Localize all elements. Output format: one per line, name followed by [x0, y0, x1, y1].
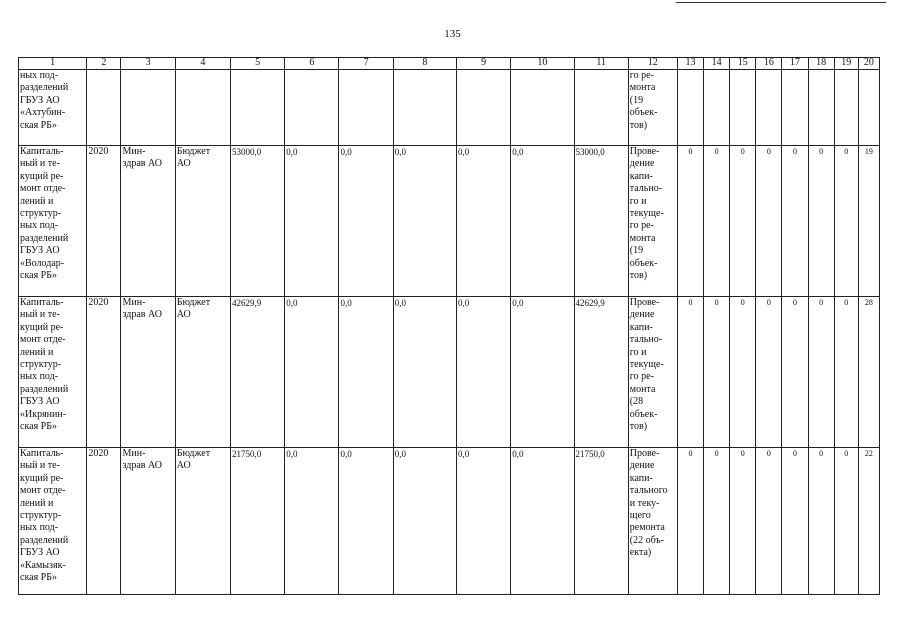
column-header: 18	[808, 58, 834, 70]
table-cell: 0,0	[393, 297, 456, 448]
table-cell: 53000,0	[230, 146, 284, 297]
table-cell: 0	[678, 146, 704, 297]
table-cell: Прове- дение капи- тально- го и текуще- го ре- монта (19 объек- тов)	[628, 146, 677, 297]
table-cell: 0,0	[457, 146, 511, 297]
table-cell	[730, 70, 756, 146]
table-cell: 0,0	[393, 448, 456, 595]
column-header: 20	[858, 58, 879, 70]
column-header: 9	[457, 58, 511, 70]
table-cell	[121, 70, 175, 146]
table-cell	[230, 70, 284, 146]
table-cell: 0	[704, 146, 730, 297]
table-cell	[808, 70, 834, 146]
table-cell: 0	[756, 146, 782, 297]
table-cell: 0,0	[511, 297, 574, 448]
table-cell	[457, 70, 511, 146]
table-cell: 28	[858, 297, 879, 448]
table-cell: 0,0	[511, 146, 574, 297]
table-cell: 0	[704, 448, 730, 595]
column-header: 4	[175, 58, 230, 70]
table-cell: го ре- монта (19 объек- тов)	[628, 70, 677, 146]
top-rule	[676, 2, 886, 3]
table-cell: Бюджет АО	[175, 297, 230, 448]
column-header: 15	[730, 58, 756, 70]
table-row	[19, 297, 880, 448]
column-header: 13	[678, 58, 704, 70]
table-cell	[782, 70, 808, 146]
column-header: 17	[782, 58, 808, 70]
table-cell: 0	[834, 448, 858, 595]
table-cell	[858, 70, 879, 146]
table-cell: 0,0	[457, 297, 511, 448]
table-cell: Мин- здрав АО	[121, 146, 175, 297]
table-cell: Бюджет АО	[175, 146, 230, 297]
column-header: 14	[704, 58, 730, 70]
column-header: 5	[230, 58, 284, 70]
table-cell: 0,0	[511, 448, 574, 595]
table-cell: 0	[730, 448, 756, 595]
table-cell: 0,0	[339, 448, 393, 595]
table-cell: 0	[782, 146, 808, 297]
table-cell: 0	[730, 297, 756, 448]
table-cell	[511, 70, 574, 146]
column-number-row	[19, 58, 880, 70]
column-header: 11	[574, 58, 628, 70]
table-cell: 0,0	[285, 448, 339, 595]
table-cell: 0,0	[285, 146, 339, 297]
table-cell: 42629,9	[574, 297, 628, 448]
table-cell: 0	[834, 297, 858, 448]
table-cell: Прове- дение капи- тально- го и текуще- го ре- монта (28 объек- тов)	[628, 297, 677, 448]
table-row	[19, 146, 880, 297]
column-header: 6	[285, 58, 339, 70]
table-cell: 19	[858, 146, 879, 297]
table-cell: 0	[808, 448, 834, 595]
table-cell: Бюджет АО	[175, 448, 230, 595]
table-cell	[834, 70, 858, 146]
table-cell	[87, 70, 121, 146]
table-cell: 0	[808, 297, 834, 448]
table-cell: 0	[756, 448, 782, 595]
table-cell	[393, 70, 456, 146]
table-cell: 0	[808, 146, 834, 297]
table-row	[19, 448, 880, 595]
program-table	[18, 57, 880, 595]
table-cell: Мин- здрав АО	[121, 297, 175, 448]
table-cell: 0	[782, 297, 808, 448]
table-cell	[574, 70, 628, 146]
table-cell: 21750,0	[230, 448, 284, 595]
table-cell: 42629,9	[230, 297, 284, 448]
table-cell	[285, 70, 339, 146]
table-cell: Мин- здрав АО	[121, 448, 175, 595]
page-number: 135	[444, 28, 461, 40]
table-cell	[339, 70, 393, 146]
table-cell: 0	[704, 297, 730, 448]
table-cell: 0	[834, 146, 858, 297]
table-cell: Капиталь- ный и те- кущий ре- монт отде- лений и структур- ных под- разделений ГБУЗ АО «Камызяк- ская РБ»	[19, 448, 87, 595]
table-cell: 22	[858, 448, 879, 595]
column-header: 2	[87, 58, 121, 70]
table-cell: 0	[678, 448, 704, 595]
column-header: 3	[121, 58, 175, 70]
table-cell: 0	[782, 448, 808, 595]
table-cell: 0,0	[339, 297, 393, 448]
table-cell	[756, 70, 782, 146]
column-header: 1	[19, 58, 87, 70]
table-cell	[678, 70, 704, 146]
table-cell: 0	[730, 146, 756, 297]
table-cell: Прове- дение капи- тального и теку- щего ремонта (22 объ- екта)	[628, 448, 677, 595]
column-header: 7	[339, 58, 393, 70]
table-cell: Капиталь- ный и те- кущий ре- монт отде- лений и структур- ных под- разделений ГБУЗ АО «Володар- ская РБ»	[19, 146, 87, 297]
column-header: 16	[756, 58, 782, 70]
table-cell: 0,0	[457, 448, 511, 595]
table-cell: 2020	[87, 448, 121, 595]
table-cell	[175, 70, 230, 146]
table-cell: 2020	[87, 146, 121, 297]
column-header: 10	[511, 58, 574, 70]
table-cell	[704, 70, 730, 146]
table-row	[19, 70, 880, 146]
table-cell: 2020	[87, 297, 121, 448]
table-cell: 0,0	[393, 146, 456, 297]
table-cell: 53000,0	[574, 146, 628, 297]
table-cell: ных под- разделений ГБУЗ АО «Ахтубин- ская РБ»	[19, 70, 87, 146]
table-cell: Капиталь- ный и те- кущий ре- монт отде- лений и структур- ных под- разделений ГБУЗ АО «Икрянин- ская РБ»	[19, 297, 87, 448]
table-cell: 0,0	[285, 297, 339, 448]
table-cell: 0	[678, 297, 704, 448]
column-header: 19	[834, 58, 858, 70]
column-header: 8	[393, 58, 456, 70]
table-cell: 21750,0	[574, 448, 628, 595]
column-header: 12	[628, 58, 677, 70]
table-cell: 0,0	[339, 146, 393, 297]
table-cell: 0	[756, 297, 782, 448]
